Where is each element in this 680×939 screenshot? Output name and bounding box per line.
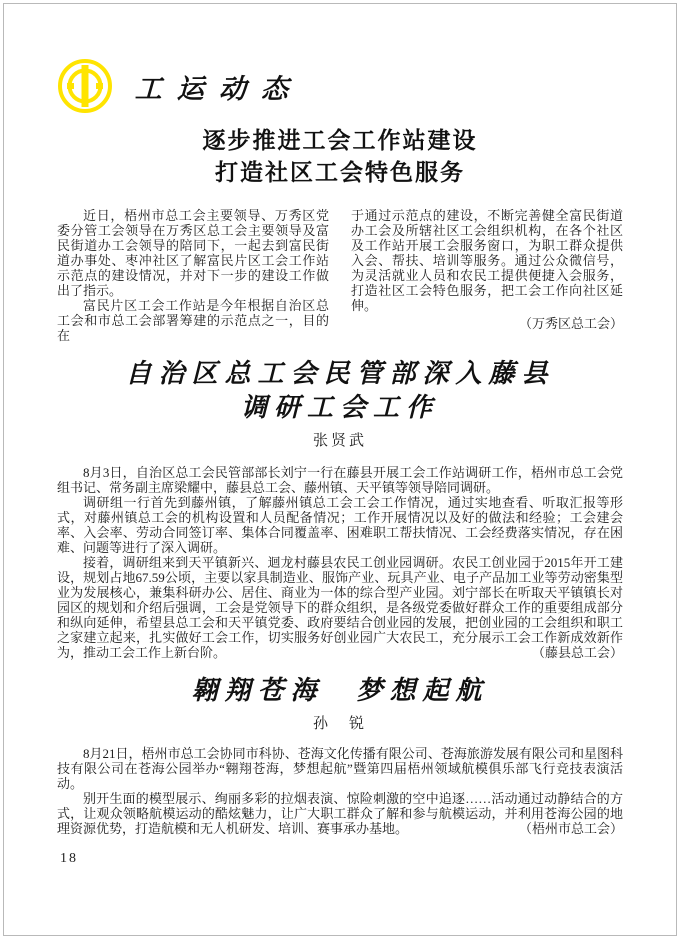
paragraph: 近日，梧州市总工会主要领导、万秀区党委分管工会领导在万秀区总工会主要领导及富民街道办工会领导的陪同下，一起去到富民街道办事处、枣冲社区了解富民片区工会工作站示范点的建设情况，并对下一步的建设工作做出了指示。: [57, 208, 329, 298]
article-tengxian-survey: [57, 357, 623, 660]
article-title-line: 自治区总工会民管部深入藤县: [125, 359, 555, 389]
article-title-line: 调研工会工作: [240, 393, 439, 423]
attribution: （梧州市总工会）: [518, 821, 623, 836]
article-title-line: 翱翔苍海 梦想起航: [191, 676, 489, 706]
paragraph: 富民片区工会工作站是今年根据自治区总工会和市总工会部署筹建的示范点之一，目的在: [57, 298, 329, 343]
paragraph: [57, 555, 623, 660]
article-workstation-title: [57, 124, 623, 188]
article-tengxian-title: [57, 357, 623, 425]
paragraph: 8月21日，梧州市总工会协同市科协、苍海文化传播有限公司、苍海旅游发展有限公司和星图科技有限公司在苍海公园举办“翱翔苍海，梦想起航”暨第四届梧州领域航模俱乐部飞行竞技表演活动。: [57, 746, 623, 791]
article-body: [57, 746, 623, 836]
column-left: [57, 208, 329, 343]
paragraph-text: 别开生面的模型展示、绚丽多彩的拉烟表演、惊险刺激的空中追逐……活动通过动静结合的方式，让观众领略航模运动的酷炫魅力，让广大职工群众了解和参与航模运动，并利用苍海公园的地理资源优势，打造航模和无人机研发、培训、赛事承办基地。: [57, 791, 623, 836]
article-body: [57, 465, 623, 660]
paragraph: 于通过示范点的建设，不断完善健全富民街道办工会及所辖社区工会组织机构，在各个社区及工作站开展工会服务窗口，为职工群众提供入会、帮扶、培训等服务。通过公众微信号，为灵活就业人员和农民工提供便捷入会服务，打造社区工会特色服务，把工会工作向社区延伸。: [351, 208, 623, 313]
attribution: （万秀区总工会）: [518, 316, 623, 331]
article-canghai-title: [57, 674, 623, 708]
masthead: [57, 58, 623, 114]
article-title-line: 逐步推进工会工作站建设: [202, 127, 478, 153]
article-canghai-flight: [57, 674, 623, 836]
column-right: [351, 208, 623, 343]
masthead-title: 工运动态: [134, 73, 304, 105]
page-number: 18: [60, 851, 78, 866]
author-byline: 孙 锐: [312, 716, 367, 732]
paragraph: 8月3日，自治区总工会民管部部长刘宁一行在藤县开展工会工作站调研工作，梧州市总工会党组书记、常务副主席梁耀中，藤县总工会、藤州镇、天平镇等领导陪同调研。: [57, 465, 623, 495]
paragraph: [57, 791, 623, 836]
article-columns: [57, 208, 623, 343]
attribution: （藤县总工会）: [531, 645, 623, 660]
union-emblem-icon: [57, 58, 113, 114]
paragraph-text: 接着，调研组来到天平镇新兴、迴龙村藤县农民工创业园调研。农民工创业园于2015年开工建设，规划占地67.59公顷，主要以家具制造业、服饰产业、玩具产业、电子产品加工业等劳动密集型业为发展核心，兼集科研办公、居住、商业为一体的综合型产业园。刘宁部长在听取天平镇镇长对园区的规划和介绍后强调，工会是党领导下的群众组织，是各级党委做好群众工作的重要组成部分和纵向延伸，希望县总工会和天平镇党委、政府要结合创业园的发展，把创业园的工会组织和职工之家建立起来，扎实做好工会工作，切实服务好创业园广大农民工，充分展示工会工作新成效新作为，推动工会工作上新台阶。: [57, 555, 623, 660]
author-byline: 张贤武: [312, 433, 367, 449]
paragraph: 调研组一行首先到藤州镇，了解藤州镇总工会工会工作情况，通过实地查看、听取汇报等形式，对藤州镇总工会的机构设置和人员配备情况；工作开展情况以及好的做法和经验；工会建会率、入会率、劳动合同签订率、集体合同覆盖率、困难职工帮扶情况、工会经费落实情况，存在困难、问题等进行了深入调研。: [57, 495, 623, 555]
article-title-line: 打造社区工会特色服务: [215, 159, 465, 185]
article-workstation: [57, 124, 623, 343]
